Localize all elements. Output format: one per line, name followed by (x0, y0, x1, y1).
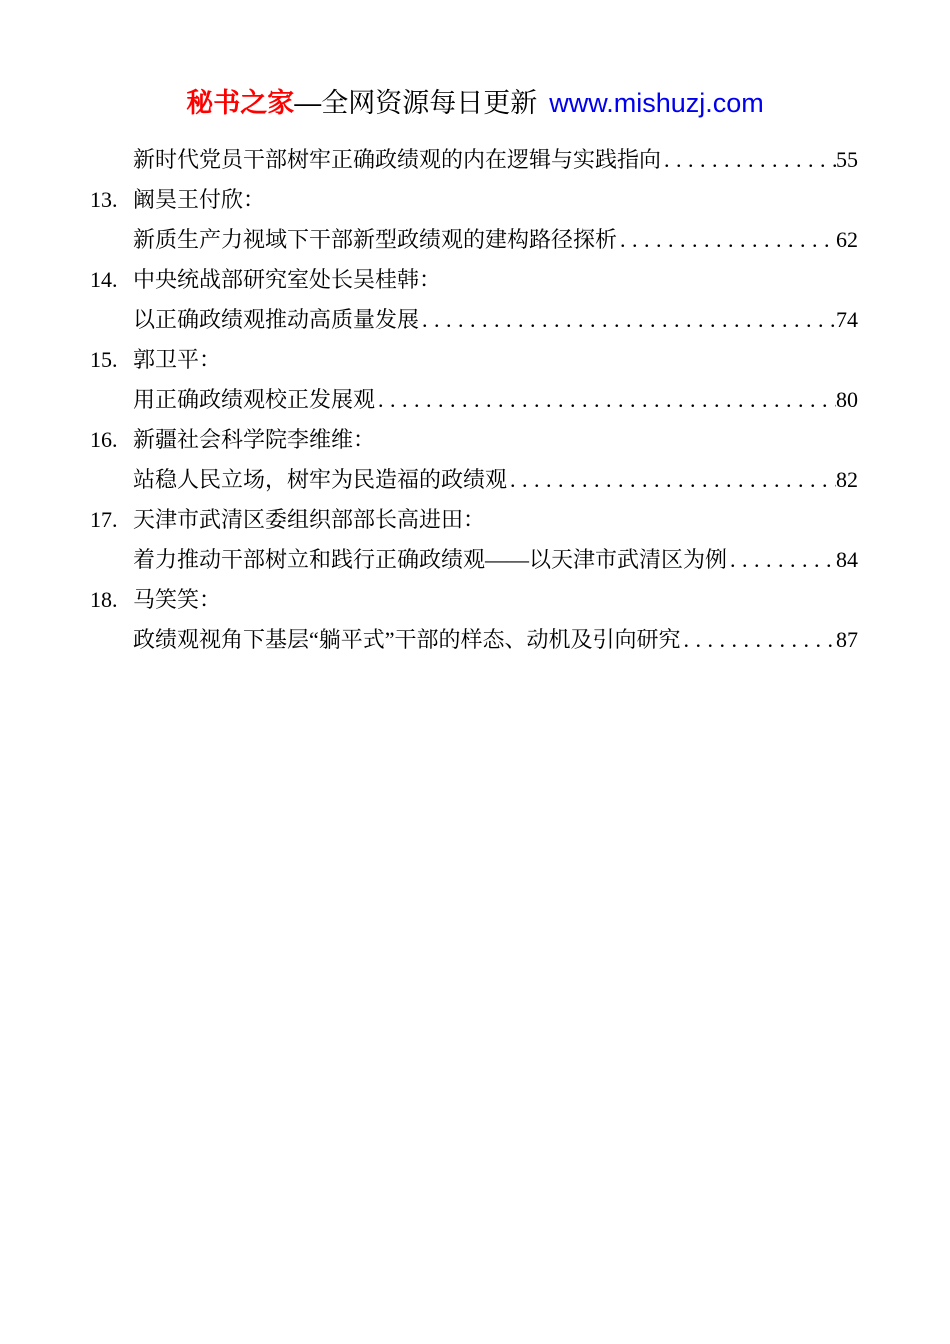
toc-entry-number: 17. (90, 507, 118, 532)
toc-entry-title: 新质生产力视域下干部新型政绩观的建构路径探析 (133, 227, 618, 252)
dot-leader (419, 300, 836, 340)
toc-entry (90, 260, 858, 340)
toc-entry-page: 74 (836, 307, 858, 332)
toc-author-row (90, 420, 858, 460)
toc-entry-author: 阚昊王付欣： (133, 187, 266, 212)
toc-entry-author: 马笑笑： (133, 587, 222, 612)
toc-entry-title: 政绩观视角下基层“躺平式”干部的样态、动机及引向研究 (133, 627, 681, 652)
toc-author-row (90, 260, 858, 300)
toc-entry-page: 62 (836, 227, 858, 252)
toc-entry-title: 用正确政绩观校正发展观 (133, 387, 376, 412)
toc-entry-author: 中央统战部研究室处长吴桂韩： (133, 267, 442, 292)
toc-entry (90, 180, 858, 260)
toc-entry-author: 郭卫平： (133, 347, 222, 372)
toc-entry (90, 420, 858, 500)
toc-title-row (90, 220, 858, 260)
dot-leader (681, 620, 836, 660)
toc-entry-page: 87 (836, 627, 858, 652)
toc-title-row (90, 140, 858, 180)
table-of-contents (0, 140, 950, 660)
toc-title-row (90, 540, 858, 580)
toc-author-row (90, 180, 858, 220)
page-header (0, 83, 950, 123)
site-url-link[interactable]: www.mishuzj.com (549, 88, 764, 118)
toc-title-row (90, 380, 858, 420)
toc-title-row (90, 620, 858, 660)
toc-author-row (90, 580, 858, 620)
toc-author-row (90, 500, 858, 540)
toc-entry (90, 140, 858, 180)
dot-leader (727, 540, 836, 580)
dot-leader (661, 140, 836, 180)
toc-entry-title: 站稳人民立场，树牢为民造福的政绩观 (133, 467, 508, 492)
toc-entry-page: 80 (836, 387, 858, 412)
toc-entry-number: 18. (90, 587, 118, 612)
dot-leader (375, 380, 836, 420)
toc-entry-page: 84 (836, 547, 858, 572)
toc-entry-author: 新疆社会科学院李维维： (133, 427, 376, 452)
toc-entry-number: 13. (90, 187, 118, 212)
toc-entry-page: 82 (836, 467, 858, 492)
header-tagline: —全网资源每日更新 (294, 88, 538, 118)
toc-entry (90, 340, 858, 420)
toc-entry-title: 新时代党员干部树牢正确政绩观的内在逻辑与实践指向 (133, 147, 662, 172)
toc-author-row (90, 340, 858, 380)
toc-entry-title: 以正确政绩观推动高质量发展 (133, 307, 420, 332)
toc-title-row (90, 460, 858, 500)
toc-entry-title: 着力推动干部树立和践行正确政绩观——以天津市武清区为例 (133, 547, 728, 572)
toc-entry-number: 16. (90, 427, 118, 452)
toc-title-row (90, 300, 858, 340)
toc-entry-author: 天津市武清区委组织部部长高进田： (133, 507, 486, 532)
dot-leader (507, 460, 836, 500)
toc-entry (90, 500, 858, 580)
brand-text: 秘书之家 (186, 88, 295, 118)
toc-entry-number: 15. (90, 347, 118, 372)
toc-entry-page: 55 (836, 147, 858, 172)
dot-leader (617, 220, 836, 260)
toc-entry-number: 14. (90, 267, 118, 292)
toc-entry (90, 580, 858, 660)
